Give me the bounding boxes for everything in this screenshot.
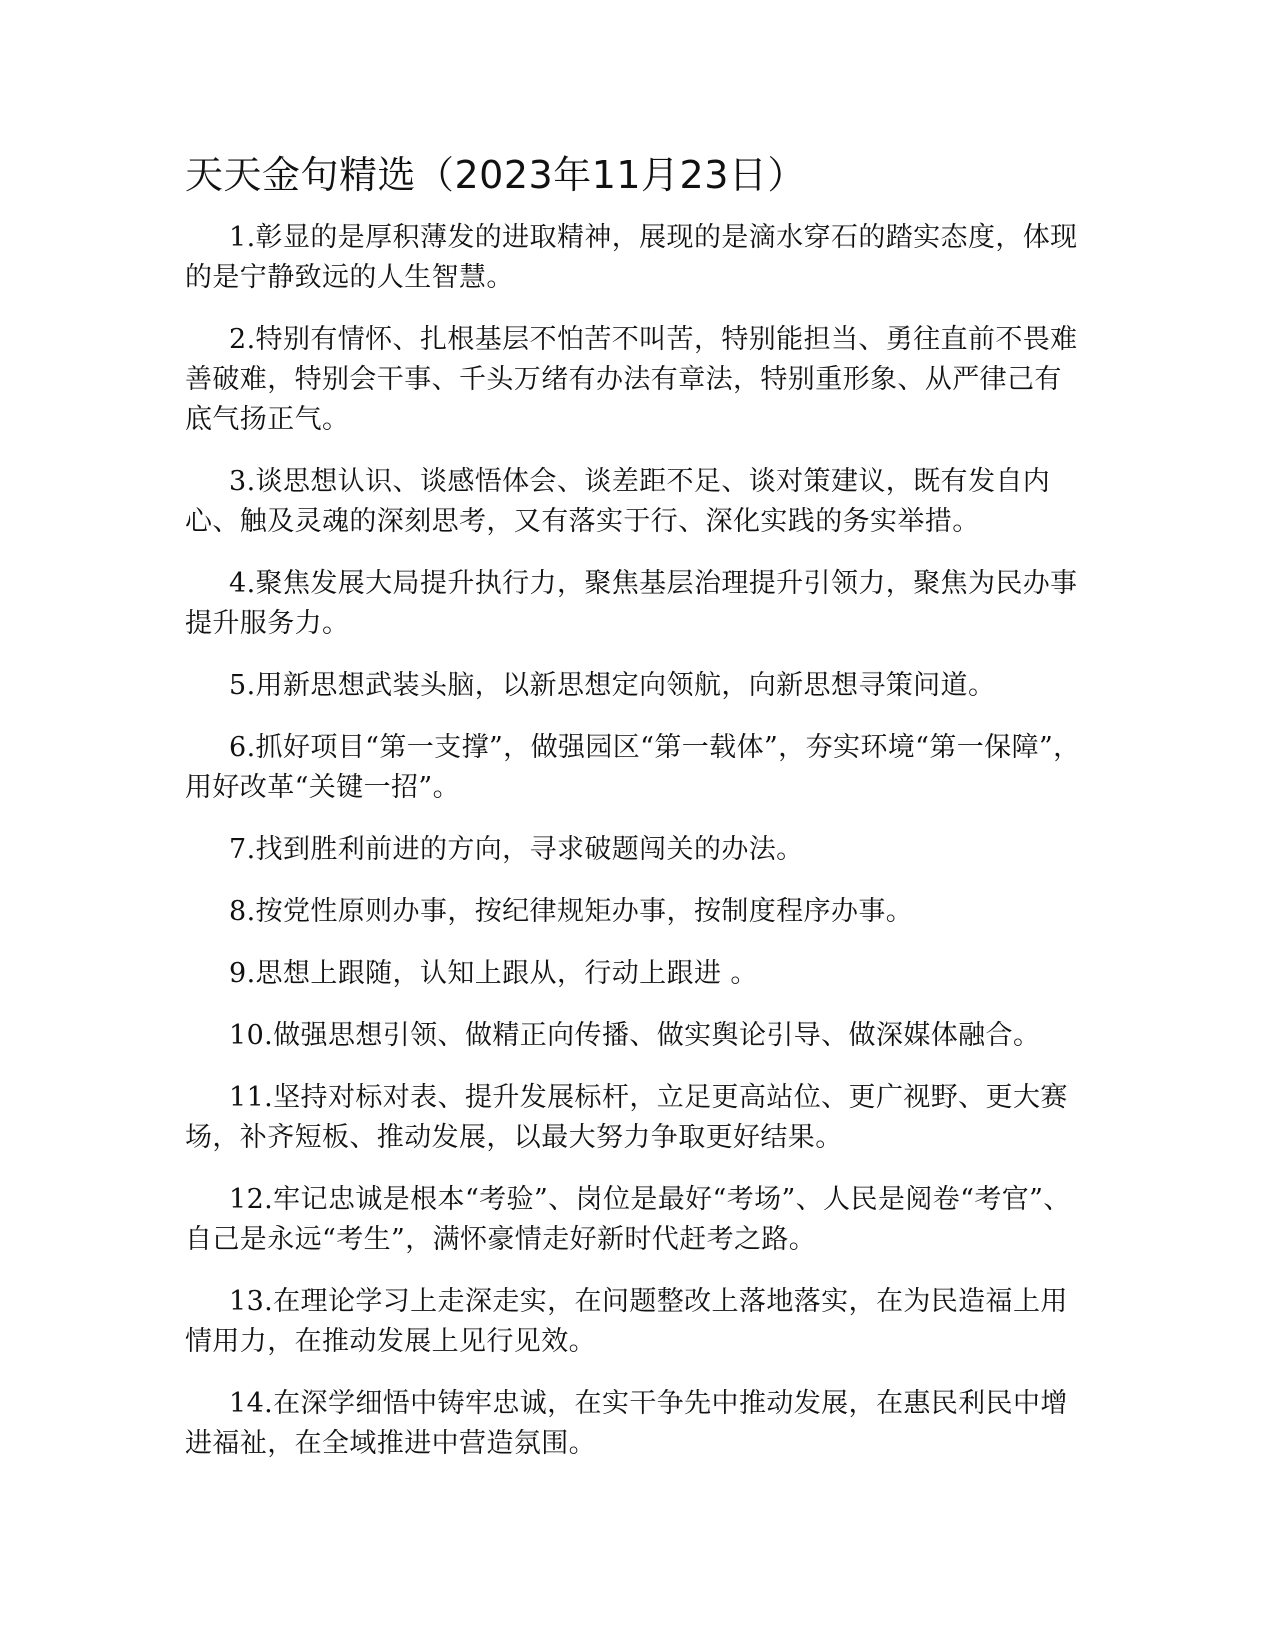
list-item: 13.在理论学习上走深走实，在问题整改上落地落实，在为民造福上用情用力，在推动发展上见行见效。 [185, 1286, 1068, 1357]
page-title: 天天金句精选（2023年11月23日） [185, 153, 806, 197]
list-item: 9.思想上跟随，认知上跟从，行动上跟进 。 [229, 958, 758, 989]
list-item: 3.谈思想认识、谈感悟体会、谈差距不足、谈对策建议，既有发自内心、触及灵魂的深刻思考，又有落实于行、深化实践的务实举措。 [185, 466, 1051, 537]
document-page [185, 150, 1085, 1486]
list-item: 12.牢记忠诚是根本“考验”、岗位是最好“考场”、人民是阅卷“考官”、自己是永远“考生”，满怀豪情走好新时代赶考之路。 [185, 1184, 1071, 1255]
list-item: 2.特别有情怀、扎根基层不怕苦不叫苦，特别能担当、勇往直前不畏难善破难，特别会干事、千头万绪有办法有章法，特别重形象、从严律己有底气扬正气。 [185, 324, 1078, 435]
list-item: 4.聚焦发展大局提升执行力，聚焦基层治理提升引领力，聚焦为民办事提升服务力。 [185, 568, 1078, 639]
list-item: 11.坚持对标对表、提升发展标杆，立足更高站位、更广视野、更大赛场，补齐短板、推动发展，以最大努力争取更好结果。 [185, 1082, 1068, 1153]
list-item: 6.抓好项目“第一支撑”，做强园区“第一载体”，夯实环境“第一保障”，用好改革“关键一招”。 [185, 732, 1081, 803]
list-item: 10.做强思想引领、做精正向传播、做实舆论引导、做深媒体融合。 [229, 1020, 1041, 1051]
list-item: 1.彰显的是厚积薄发的进取精神，展现的是滴水穿石的踏实态度，体现的是宁静致远的人生智慧。 [185, 222, 1078, 293]
list-item: 8.按党性原则办事，按纪律规矩办事，按制度程序办事。 [229, 896, 914, 927]
list-item: 7.找到胜利前进的方向，寻求破题闯关的办法。 [229, 834, 804, 865]
list-item: 5.用新思想武装头脑，以新思想定向领航，向新思想寻策问道。 [229, 670, 996, 701]
list-item: 14.在深学细悟中铸牢忠诚，在实干争先中推动发展，在惠民利民中增进福祉，在全域推进中营造氛围。 [185, 1388, 1068, 1459]
